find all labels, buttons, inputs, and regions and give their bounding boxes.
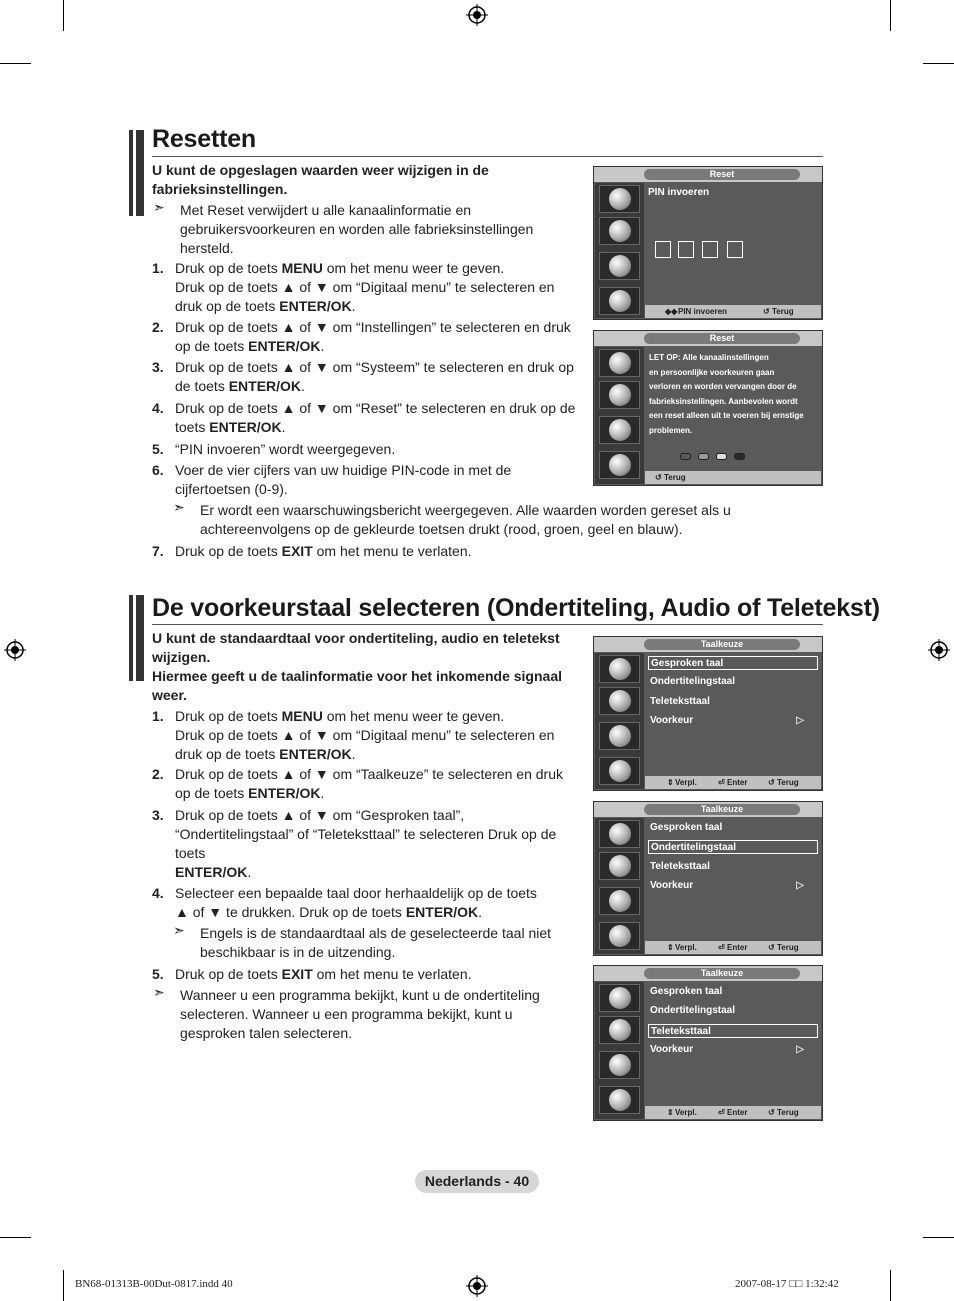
osd-foot-back: Terug — [777, 943, 799, 952]
section-title-reset: Resetten — [152, 125, 256, 153]
osd-foot-move: Verpl. — [675, 778, 697, 787]
menu-item-subtitle-language[interactable]: Ondertitelingstaal — [650, 676, 736, 687]
menu-item-preference[interactable]: Voorkeur ▷ — [650, 880, 804, 891]
osd-title: Taalkeuze — [644, 639, 800, 650]
registration-mark-icon — [4, 639, 26, 661]
crop-mark — [890, 1270, 891, 1301]
antenna-icon — [599, 984, 640, 1012]
pin-digit-box — [655, 241, 671, 258]
osd-foot-pin: PIN invoeren — [678, 307, 727, 316]
osd-warning-text: LET OP: Alle kanaalinstellingen en persoonlijke voorkeuren gaan verloren en worden vervangen door de fabrieksinstellingen. Aanbevolen wordt een reset alleen uit te voeren bij ernstige problemen. — [649, 353, 804, 435]
sound-icon — [599, 381, 640, 409]
osd-pin-label: PIN invoeren — [648, 187, 710, 198]
input-icon — [599, 922, 640, 950]
registration-mark-icon — [928, 639, 950, 661]
section-title-language: De voorkeurstaal selecteren (Ondertiteling, Audio of Teletekst) — [152, 594, 880, 622]
crop-mark — [923, 1237, 954, 1238]
color-key-dot — [698, 453, 709, 460]
osd-foot-back: Terug — [777, 1108, 799, 1117]
registration-mark-icon — [466, 4, 488, 26]
note-text: Met Reset verwijdert u alle kanaalinformatie en gebruikersvoorkeuren en worden alle fabrieksinstellingen hersteld. — [180, 202, 534, 256]
sound-icon — [599, 217, 640, 245]
antenna-icon — [599, 349, 640, 377]
color-key-dot — [680, 453, 691, 460]
osd-language-screen — [593, 636, 823, 791]
return-icon: ↺ — [768, 1108, 775, 1117]
arrow-right-icon: ▷ — [796, 1044, 804, 1055]
color-key-dot — [716, 453, 727, 460]
return-icon: ↺ — [768, 943, 775, 952]
sound-icon — [599, 687, 640, 715]
osd-title: Reset — [644, 169, 800, 180]
section-rule — [152, 624, 823, 625]
note-arrow-icon: ➣ — [173, 922, 185, 938]
crop-mark — [63, 1270, 64, 1301]
crop-mark — [890, 0, 891, 31]
arrow-right-icon: ▷ — [796, 880, 804, 891]
osd-foot-move: Verpl. — [675, 1108, 697, 1117]
crop-mark — [63, 0, 64, 31]
menu-item-preference[interactable]: Voorkeur ▷ — [650, 1044, 804, 1055]
menu-item-preference[interactable]: Voorkeur ▷ — [650, 715, 804, 726]
gear-icon — [599, 722, 640, 750]
input-icon — [599, 757, 640, 785]
menu-item-audio-language[interactable]: Gesproken taal — [648, 656, 818, 670]
antenna-icon — [599, 820, 640, 848]
osd-foot-move: Verpl. — [675, 943, 697, 952]
section-marker — [129, 595, 145, 681]
print-slug-file: BN68-01313B-00Dut-0817.indd 40 — [75, 1278, 233, 1290]
note-text: Wanneer u een programma bekijkt, kunt u de ondertiteling selecteren. Wanneer u een programma bekijkt, kunt u gesproken talen selecteren. — [180, 987, 540, 1041]
osd-title: Taalkeuze — [644, 804, 800, 815]
page-number-badge: Nederlands - 40 — [415, 1170, 539, 1193]
osd-foot-enter: Enter — [727, 778, 748, 787]
menu-item-subtitle-language[interactable]: Ondertitelingstaal — [648, 840, 818, 854]
return-icon: ↺ — [655, 473, 662, 482]
osd-title: Taalkeuze — [644, 968, 800, 979]
pin-digit-box — [678, 241, 694, 258]
sound-icon — [599, 852, 640, 880]
osd-foot-back: Terug — [777, 778, 799, 787]
move-icon: ⇕ — [667, 1108, 674, 1117]
note-arrow-icon: ➣ — [153, 984, 165, 1000]
pin-digit-box — [727, 241, 743, 258]
section-intro: Hiermee geeft u de taalinformatie voor het inkomende signaal weer. — [152, 668, 562, 703]
gear-icon — [599, 887, 640, 915]
input-icon — [599, 1086, 640, 1114]
note-arrow-icon: ➣ — [153, 199, 165, 215]
note-arrow-icon: ➣ — [173, 499, 185, 515]
section-rule — [152, 156, 823, 157]
osd-foot-back: Terug — [772, 307, 794, 316]
crop-mark — [0, 1237, 31, 1238]
section-intro: U kunt de opgeslagen waarden weer wijzigen in de fabrieksinstellingen. — [152, 162, 489, 197]
menu-item-teletext-language[interactable]: Teleteksttaal — [650, 696, 710, 707]
gear-icon — [599, 1051, 640, 1079]
osd-language-screen — [593, 801, 823, 956]
note-text: Er wordt een waarschuwingsbericht weergegeven. Alle waarden worden gereset als u achtereenvolgens op de gekleurde toetsen drukt (rood, groen, geel en blauw). — [200, 502, 731, 537]
osd-foot-back: Terug — [664, 473, 686, 482]
osd-reset-pin-screen — [593, 166, 823, 320]
osd-foot-enter: Enter — [727, 943, 748, 952]
osd-foot-enter: Enter — [727, 1108, 748, 1117]
antenna-icon — [599, 185, 640, 213]
enter-icon: ⏎ — [718, 943, 725, 952]
osd-language-screen — [593, 965, 823, 1121]
arrow-right-icon: ▷ — [796, 715, 804, 726]
menu-item-subtitle-language[interactable]: Ondertitelingstaal — [650, 1005, 736, 1016]
antenna-icon — [599, 655, 640, 683]
note-text: Engels is de standaardtaal als de geselecteerde taal niet beschikbaar is in de uitzending. — [200, 925, 552, 960]
sound-icon — [599, 1016, 640, 1044]
return-icon: ↺ — [768, 778, 775, 787]
move-icon: ⇕ — [667, 943, 674, 952]
input-icon — [599, 451, 640, 479]
move-icon: ⇕ — [667, 778, 674, 787]
number-keys-icon: ◆◆ — [665, 307, 678, 316]
menu-item-teletext-language[interactable]: Teleteksttaal — [648, 1024, 818, 1038]
section-intro: U kunt de standaardtaal voor ondertiteling, audio en teletekst wijzigen. — [152, 630, 560, 665]
gear-icon — [599, 416, 640, 444]
osd-title: Reset — [644, 333, 800, 344]
enter-icon: ⏎ — [718, 778, 725, 787]
pin-digit-box — [702, 241, 718, 258]
registration-mark-icon — [466, 1275, 488, 1297]
return-icon: ↺ — [763, 307, 770, 316]
menu-item-audio-language[interactable]: Gesproken taal — [650, 986, 723, 997]
osd-reset-warning-screen — [593, 330, 823, 486]
menu-item-teletext-language[interactable]: Teleteksttaal — [650, 861, 710, 872]
crop-mark — [923, 63, 954, 64]
print-slug-date: 2007-08-17 □□ 1:32:42 — [735, 1278, 839, 1290]
section-marker — [129, 130, 145, 216]
gear-icon — [599, 252, 640, 280]
enter-icon: ⏎ — [718, 1108, 725, 1117]
menu-item-audio-language[interactable]: Gesproken taal — [650, 822, 723, 833]
color-key-dot — [734, 453, 745, 460]
input-icon — [599, 287, 640, 315]
crop-mark — [0, 63, 31, 64]
